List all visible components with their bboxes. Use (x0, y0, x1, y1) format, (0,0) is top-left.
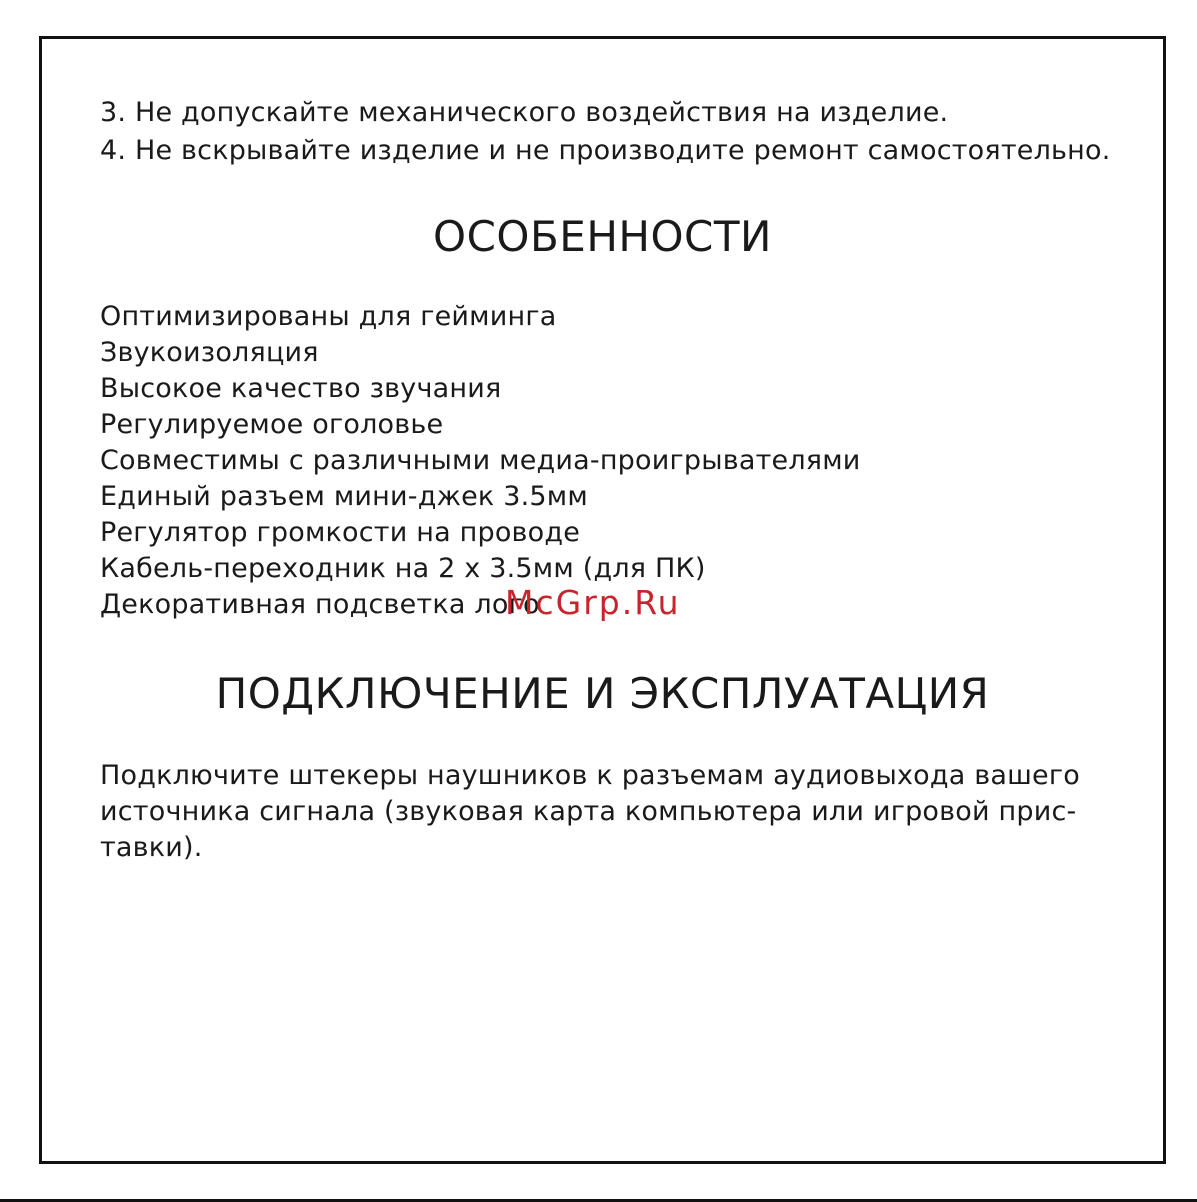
safety-item-3: 3. Не допускайте механического воздействия на изделие. (100, 97, 949, 128)
feature-item: Совместимы с различными медиа-проигрывателями (100, 445, 861, 476)
feature-item: Декоративная подсветка лого (100, 589, 540, 620)
watermark-text: McGrp.Ru (505, 583, 681, 622)
safety-item-4: 4. Не вскрывайте изделие и не производите ремонт самостоятельно. (100, 135, 1111, 166)
feature-item: Регулируемое оголовье (100, 409, 444, 440)
connection-heading: ПОДКЛЮЧЕНИЕ И ЭКСПЛУАТАЦИЯ (215, 669, 990, 718)
feature-item: Высокое качество звучания (100, 373, 502, 404)
feature-item: Кабель-переходник на 2 х 3.5мм (для ПК) (100, 553, 706, 584)
safety-instructions-list (100, 94, 1111, 170)
connection-paragraph (100, 758, 1080, 866)
feature-item: Звукоизоляция (100, 337, 319, 368)
feature-item: Единый разъем мини-джек 3.5мм (100, 481, 588, 512)
connection-line: источника сигнала (звуковая карта компьютера или игровой прис- (100, 796, 1077, 827)
connection-line: Подключите штекеры наушников к разъемам аудиовыхода вашего (100, 760, 1080, 791)
features-heading: ОСОБЕННОСТИ (433, 212, 772, 261)
feature-item: Оптимизированы для гейминга (100, 301, 557, 332)
connection-line: тавки). (100, 832, 203, 863)
feature-item: Регулятор громкости на проводе (100, 517, 581, 548)
features-list (100, 299, 861, 623)
